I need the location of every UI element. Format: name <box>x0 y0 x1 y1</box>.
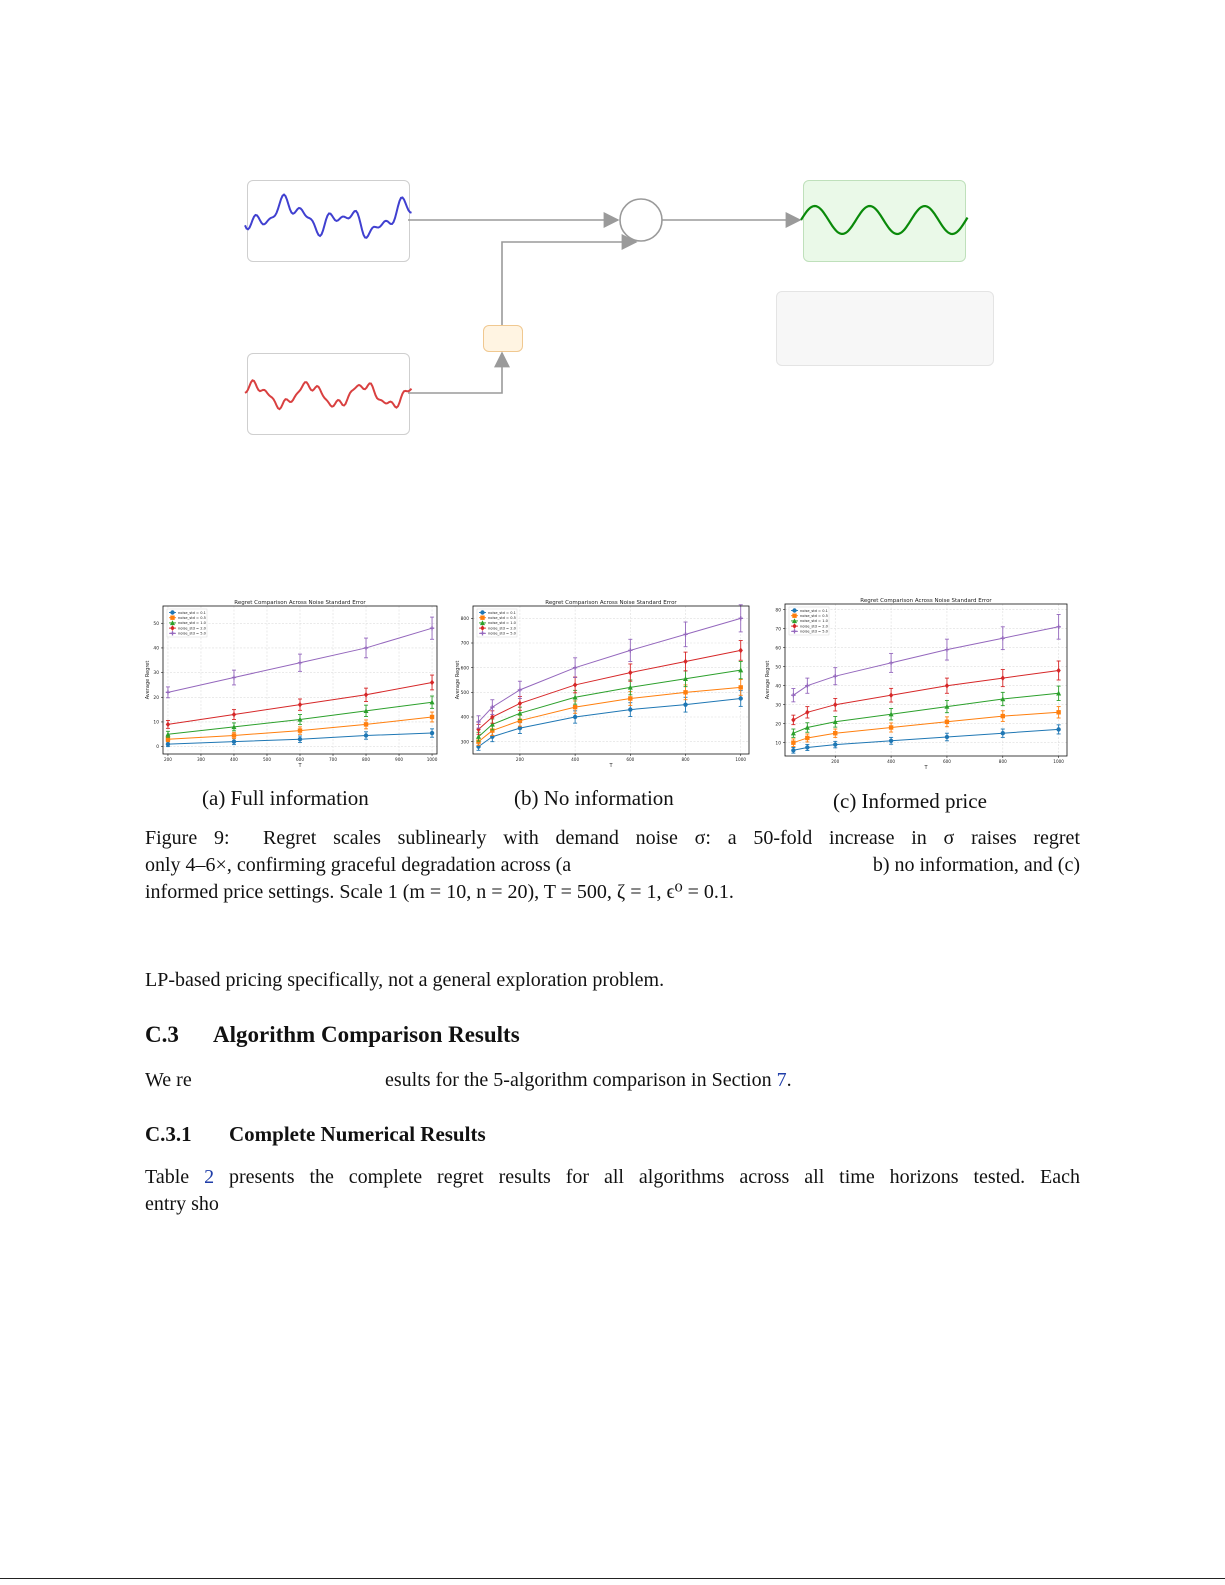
y-tick-label: 80 <box>775 608 781 614</box>
data-point <box>298 728 302 732</box>
y-tick-label: 600 <box>460 666 469 672</box>
series-line <box>793 671 1058 720</box>
y-tick-label: 20 <box>153 695 159 701</box>
legend-label: noise_std = 2.0 <box>488 626 516 631</box>
data-point <box>889 739 893 743</box>
caption-line-3: informed price settings. Scale 1 (m = 10, n = 20), T = 500, ζ = 1, ϵ⁰ = 0.1. <box>145 881 734 903</box>
legend-marker <box>170 616 174 620</box>
data-point <box>628 648 632 652</box>
legend-label: noise_std = 0.5 <box>800 614 828 618</box>
x-tick-label: 200 <box>515 757 524 762</box>
data-point <box>805 710 809 716</box>
x-tick-label: 900 <box>395 757 404 762</box>
paragraph-lp-pricing: LP-based pricing specifically, not a general exploration problem. <box>145 969 665 991</box>
legend-label: noise_std = 1.0 <box>488 621 516 626</box>
data-point <box>166 690 170 694</box>
y-tick-label: 500 <box>460 690 469 696</box>
x-tick-label: 800 <box>998 759 1007 764</box>
x-tick-label: 1000 <box>735 757 747 762</box>
data-point <box>430 715 434 719</box>
y-tick-label: 50 <box>153 621 159 627</box>
x-tick-label: 800 <box>362 757 371 762</box>
data-point <box>805 736 809 740</box>
data-point <box>945 735 949 739</box>
data-point <box>573 705 577 709</box>
subcaption-b: (b) No information <box>514 786 674 810</box>
data-point <box>683 659 687 665</box>
secondary-waveform <box>245 380 412 409</box>
x-tick-label: 600 <box>942 759 951 764</box>
data-point <box>945 647 949 651</box>
data-point <box>683 632 687 636</box>
data-point <box>1056 710 1060 714</box>
x-tick-label: 400 <box>887 759 896 764</box>
series-0 <box>476 691 743 751</box>
data-point <box>833 731 837 735</box>
data-point <box>833 742 837 746</box>
data-point <box>364 692 368 698</box>
x-tick-label: 200 <box>163 757 172 762</box>
y-tick-label: 400 <box>460 715 469 721</box>
data-point <box>364 733 368 737</box>
x-tick-label: 1000 <box>426 757 438 762</box>
y-axis-label: Average Regret <box>765 660 771 700</box>
y-tick-label: 50 <box>775 665 781 671</box>
legend-label: noise_std = 5.0 <box>488 631 516 636</box>
y-tick-label: 700 <box>460 641 469 647</box>
x-tick-label: 600 <box>296 757 304 762</box>
data-point <box>232 733 236 737</box>
data-point <box>364 722 368 726</box>
legend-label: noise_std = 0.5 <box>178 616 206 620</box>
x-axis-label: T <box>298 763 302 768</box>
legend-marker <box>792 608 796 612</box>
y-tick-label: 30 <box>775 703 781 709</box>
x-axis-label: T <box>609 763 613 768</box>
legend-label: noise_std = 5.0 <box>800 629 828 634</box>
data-point <box>166 722 170 728</box>
data-point <box>739 685 743 689</box>
y-tick-label: 20 <box>775 722 781 728</box>
data-point <box>232 739 236 743</box>
paragraph-table-description: Table 2 presents the complete regret results for all algorithms across all time horizons tested. Each <box>145 1166 1080 1188</box>
data-point <box>739 616 743 620</box>
data-point <box>945 720 949 724</box>
series-line <box>793 627 1058 695</box>
series-line <box>479 618 741 722</box>
y-tick-label: 10 <box>153 720 159 726</box>
data-point <box>573 682 577 688</box>
data-point <box>1001 731 1005 735</box>
diagram-connections <box>0 0 1225 460</box>
data-point <box>1001 675 1005 681</box>
data-point <box>833 674 837 678</box>
y-tick-label: 10 <box>775 741 781 747</box>
figure-caption <box>145 825 1080 906</box>
page-bottom-rule <box>0 1578 1225 1579</box>
subcaption-a: (a) Full information <box>202 786 369 810</box>
y-tick-label: 800 <box>460 616 469 622</box>
data-point <box>298 702 302 708</box>
legend-marker <box>170 610 174 614</box>
figure-label: Figure 9: <box>145 827 230 849</box>
data-point <box>805 745 809 749</box>
legend <box>789 607 829 635</box>
y-tick-label: 70 <box>775 627 781 633</box>
y-tick-label: 60 <box>775 646 781 652</box>
data-point <box>628 670 632 676</box>
x-tick-label: 400 <box>571 757 580 762</box>
data-point <box>791 748 795 752</box>
legend-label: noise_std = 0.1 <box>488 610 516 615</box>
data-point <box>833 702 837 708</box>
x-tick-label: 300 <box>196 757 205 762</box>
data-point <box>430 731 434 735</box>
series-2 <box>791 686 1061 737</box>
data-point <box>232 712 236 718</box>
noisy-waveform <box>245 195 412 238</box>
data-point <box>430 626 434 630</box>
legend <box>167 609 207 637</box>
y-tick-label: 30 <box>153 671 159 677</box>
subcaption-c: (c) Informed price <box>833 789 987 813</box>
data-point <box>683 702 687 706</box>
x-tick-label: 500 <box>262 757 271 762</box>
series-line <box>793 693 1058 733</box>
data-point <box>232 675 236 679</box>
data-point <box>791 717 795 723</box>
chart-title: Regret Comparison Across Noise Standard Error <box>234 600 366 606</box>
x-tick-label: 600 <box>626 757 635 762</box>
data-point <box>889 692 893 698</box>
data-point <box>1056 625 1060 629</box>
data-point <box>166 742 170 746</box>
chart-title: Regret Comparison Across Noise Standard Error <box>860 598 992 604</box>
y-axis-label: Average Regret <box>455 660 461 700</box>
data-point <box>628 707 632 711</box>
legend-label: noise_std = 1.0 <box>178 621 206 626</box>
chart-no-information <box>453 598 755 768</box>
legend <box>477 609 517 637</box>
data-point <box>1056 727 1060 731</box>
legend-label: noise_std = 2.0 <box>800 624 828 629</box>
y-tick-label: 40 <box>153 646 159 652</box>
data-point <box>1056 668 1060 674</box>
caption-line-1: Figure 9: Regret scales sublinearly with demand noise σ: a 50-fold increase in σ raises regret <box>145 827 1080 849</box>
y-tick-label: 0 <box>156 745 159 751</box>
x-tick-label: 800 <box>681 757 690 762</box>
data-point <box>430 680 434 686</box>
data-point <box>739 696 743 700</box>
x-tick-label: 1000 <box>1053 759 1064 764</box>
legend-label: noise_std = 5.0 <box>178 631 206 636</box>
data-point <box>1001 636 1005 640</box>
series-3 <box>476 641 743 735</box>
data-point <box>628 696 632 700</box>
clean-waveform <box>801 206 968 234</box>
legend-label: noise_std = 0.1 <box>178 610 206 615</box>
series-0 <box>791 725 1061 753</box>
subsection-heading-c31: C.3.1 Complete Numerical Results <box>145 1122 486 1146</box>
legend-label: noise_std = 0.1 <box>800 608 828 613</box>
data-point <box>298 661 302 665</box>
legend-label: noise_std = 0.5 <box>488 616 516 620</box>
section-heading-c3: C.3 Algorithm Comparison Results <box>145 1022 520 1047</box>
data-point <box>298 737 302 741</box>
section-7-link[interactable]: 7 <box>776 1069 787 1091</box>
y-tick-label: 300 <box>460 740 469 746</box>
summing-node <box>620 199 662 241</box>
chart-full-information <box>143 598 443 768</box>
y-axis-label: Average Regret <box>145 660 151 700</box>
x-tick-label: 700 <box>329 757 338 762</box>
data-point <box>1001 714 1005 718</box>
diagram <box>0 0 1225 460</box>
x-tick-label: 200 <box>831 759 840 764</box>
paragraph-algorithm-comparison: We re esults for the 5-algorithm comparison in Section 7. <box>145 1069 792 1091</box>
x-axis-label: T <box>924 765 928 771</box>
x-tick-label: 400 <box>229 757 238 762</box>
data-point <box>573 715 577 719</box>
legend-marker <box>480 616 484 620</box>
data-point <box>889 661 893 665</box>
caption-line-2: only 4–6×, confirming graceful degradation across (a b) no information, and (c) <box>145 854 1080 876</box>
y-tick-label: 40 <box>775 684 781 690</box>
legend-marker <box>480 610 484 614</box>
chart-title: Regret Comparison Across Noise Standard Error <box>545 600 677 606</box>
legend-label: noise_std = 1.0 <box>800 619 828 624</box>
arrow-modulator-to-sum <box>502 242 636 325</box>
data-point <box>573 665 577 669</box>
arrow-secondary-to-modulator <box>408 353 502 393</box>
series-1 <box>791 707 1061 747</box>
table-2-link[interactable]: 2 <box>204 1166 215 1188</box>
series-4 <box>791 614 1061 701</box>
data-point <box>791 741 795 745</box>
data-point <box>518 701 522 707</box>
data-point <box>889 725 893 729</box>
data-point <box>739 648 743 654</box>
paragraph-table-description-line2: entry sho <box>145 1193 219 1215</box>
data-point <box>364 646 368 650</box>
data-point <box>945 683 949 689</box>
legend-marker <box>792 614 796 618</box>
data-point <box>683 690 687 694</box>
legend-label: noise_std = 2.0 <box>178 626 206 631</box>
data-point <box>738 667 743 672</box>
chart-informed-price <box>763 596 1073 771</box>
